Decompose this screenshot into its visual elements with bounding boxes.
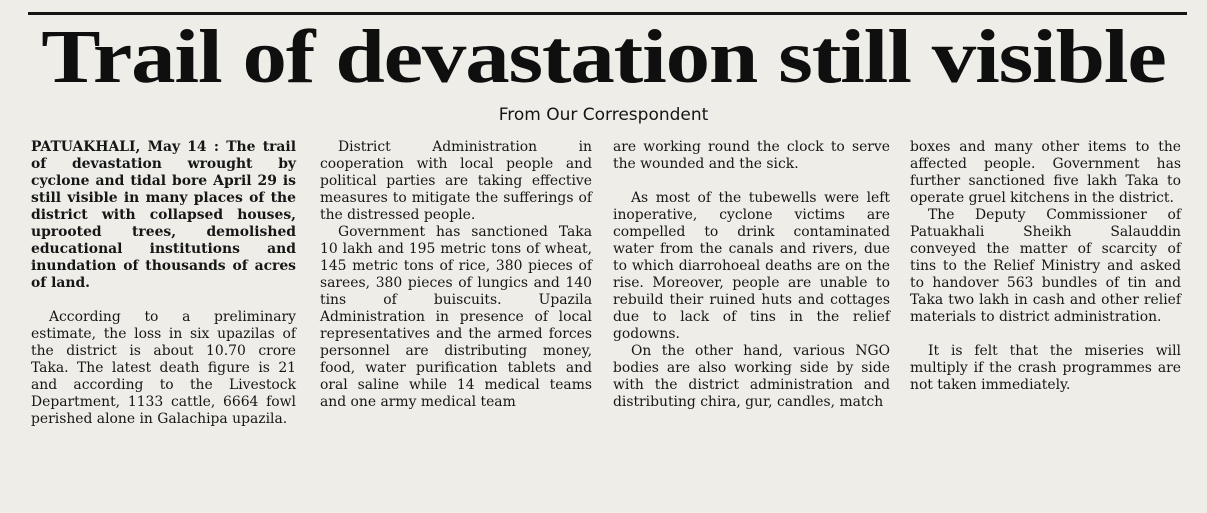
paragraph: boxes and many other items to the affected people. Government has further sanctioned five lakh Taka to operate gruel kitchens in the district. <box>910 139 1181 206</box>
dateline-paragraph: PATUAKHALI, May 14 : The trail of devastation wrought by cyclone and tidal bore April 29 is still visible in many places of the district with collapsed houses, uprooted trees, demolished educational institutions and inundation of thousands of acres of land. <box>31 139 296 291</box>
paragraph: According to a preliminary estimate, the loss in six upazilas of the district is about 10.70 crore Taka. The latest death figure is 21 and according to the Livestock Department, 1133 cattle, 6664 fowl perished alone in Galachipa upazila. <box>31 309 296 427</box>
column-1 <box>31 139 296 428</box>
paragraph: District Administration in cooperation with local people and political parties are taking effective measures to mitigate the sufferings of the distressed people. <box>320 139 592 223</box>
byline: From Our Correspondent <box>498 105 709 125</box>
paragraph: The Deputy Commissioner of Patuakhali Sheikh Salauddin conveyed the matter of scarcity of tins to the Relief Ministry and asked to handover 563 bundles of tin and Taka two lakh in cash and other relief materials to district administration. <box>910 207 1181 325</box>
paragraph: It is felt that the miseries will multiply if the crash programmes are not taken immediately. <box>910 343 1181 393</box>
headline: Trail of devastation still visible <box>41 15 1166 99</box>
paragraph: are working round the clock to serve the wounded and the sick. <box>613 139 890 172</box>
paragraph: As most of the tubewells were left inoperative, cyclone victims are compelled to drink contaminated water from the canals and rivers, due to which diarrohoeal deaths are on the rise. Moreover, people are unable to rebuild their ruined huts and cottages due to lack of tins in the relief godowns. <box>613 190 890 342</box>
article-body <box>0 139 1207 513</box>
paragraph: Government has sanctioned Taka 10 lakh and 195 metric tons of wheat, 145 metric tons of rice, 380 pieces of sarees, 380 pieces of lungics and 140 tins of buiscuits. Upazila Administration in presence of local representatives and the armed forces personnel are distributing money, food, water purification tablets and oral saline while 14 medical teams and one army medical team <box>320 224 592 410</box>
paragraph: On the other hand, various NGO bodies are also working side by side with the district administration and distributing chira, gur, candles, match <box>613 343 890 410</box>
column-2 <box>320 139 592 411</box>
column-3 <box>613 139 890 411</box>
column-4 <box>910 139 1181 394</box>
